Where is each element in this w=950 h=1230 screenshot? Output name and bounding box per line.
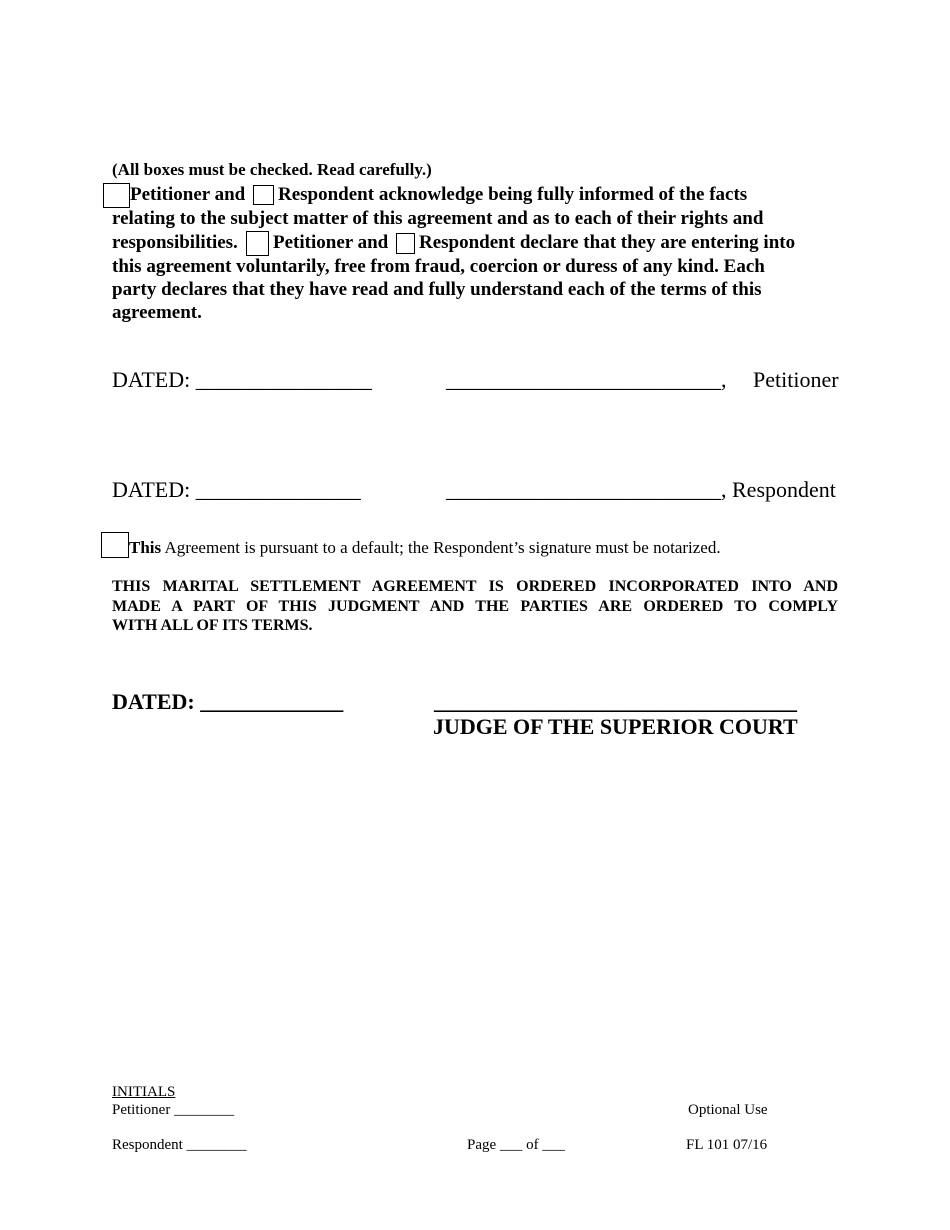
petitioner-voluntary-checkbox[interactable] (246, 231, 269, 256)
ack-line1-a: Petitioner and (130, 184, 246, 205)
judge-dated-field[interactable]: DATED: _____________ (112, 689, 344, 714)
default-checkbox[interactable] (101, 532, 129, 558)
petitioner-initials-field[interactable]: Petitioner ________ (112, 1102, 235, 1118)
page-number: Page ___ of ___ (467, 1137, 565, 1153)
ack-line3-c: Respondent declare that they are entering into (419, 232, 796, 253)
petitioner-signature-line[interactable]: _________________________, (446, 367, 727, 392)
ack-line3-a: responsibilities. (112, 232, 238, 253)
ack-line1-b: Respondent acknowledge being fully informed of the facts (278, 184, 748, 205)
respondent-signature-line[interactable]: _________________________, Respondent (446, 477, 836, 502)
order-line3: WITH ALL OF ITS TERMS. (112, 617, 313, 634)
order-line1: THIS MARITAL SETTLEMENT AGREEMENT IS ORDERED INCORPORATED INTO AND (112, 578, 838, 595)
ack-line4: this agreement voluntarily, free from fraud, coercion or duress of any kind. Each (112, 256, 765, 277)
respondent-initials-field[interactable]: Respondent ________ (112, 1137, 247, 1153)
petitioner-role-label: Petitioner (753, 367, 839, 392)
petitioner-informed-checkbox[interactable] (103, 183, 130, 208)
initials-heading: INITIALS (112, 1084, 176, 1100)
court-order-text (112, 577, 838, 636)
optional-use-label: Optional Use (688, 1102, 768, 1118)
ack-line2: relating to the subject matter of this agreement and as to each of their rights and (112, 208, 764, 229)
default-clause-text: Agreement is pursuant to a default; the Respondent’s signature must be notarized. (161, 538, 721, 557)
ack-line5: party declares that they have read and fully understand each of the terms of this (112, 279, 762, 300)
respondent-dated-field[interactable]: DATED: _______________ (112, 477, 361, 502)
judge-title: JUDGE OF THE SUPERIOR COURT (433, 714, 798, 739)
petitioner-dated-field[interactable]: DATED: ________________ (112, 367, 372, 392)
ack-line3-b: Petitioner and (273, 232, 389, 253)
judge-signature-line[interactable]: _________________________________ (434, 689, 797, 714)
order-line2: MADE A PART OF THIS JUDGMENT AND THE PARTIES ARE ORDERED TO COMPLY (112, 597, 838, 615)
default-clause (129, 538, 721, 558)
respondent-informed-checkbox[interactable] (253, 185, 274, 205)
instructions-text: (All boxes must be checked. Read carefully.) (112, 160, 432, 179)
form-id: FL 101 07/16 (686, 1137, 768, 1153)
respondent-voluntary-checkbox[interactable] (396, 233, 415, 254)
ack-line6: agreement. (112, 302, 202, 323)
default-clause-bold: This (129, 538, 162, 557)
